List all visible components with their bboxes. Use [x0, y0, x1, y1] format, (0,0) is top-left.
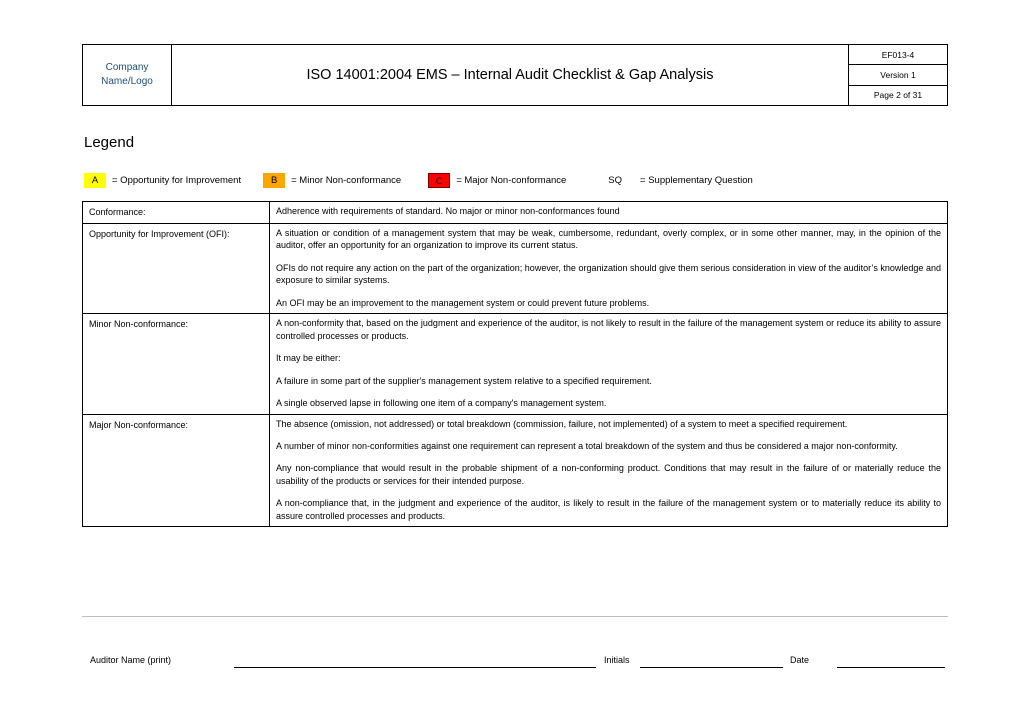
legend-heading: Legend: [84, 134, 135, 151]
definition-term: Conformance:: [83, 202, 270, 224]
definition-term: Major Non-conformance:: [83, 414, 270, 527]
definition-paragraph: Any non-compliance that would result in the probable shipment of a non-conforming product. Conditions that may result in the failure of or materially reduce the usability of the products or services for their intended purpose.: [276, 463, 941, 486]
definition-paragraph: A single observed lapse in following one item of a company's management system.: [276, 397, 607, 408]
page-number: Page 2 of 31: [873, 90, 923, 101]
legend-label-c: = Major Non-conformance: [456, 174, 567, 186]
definition-body: [270, 202, 948, 224]
definition-paragraph: A non-compliance that, in the judgment and experience of the auditor, is likely to result in the failure of the management system or to materially reduce its ability to assure controlled processes and products.: [276, 498, 941, 521]
doc-version: Version 1: [849, 65, 947, 85]
document-meta: [849, 45, 947, 105]
legend-row: [84, 172, 753, 188]
definition-body: [270, 223, 948, 314]
table-row: [83, 223, 948, 314]
definition-paragraph: The absence (omission, not addressed) or total breakdown (commission, failure, not implemented) of a system to meet a specified requirement.: [276, 418, 848, 429]
definition-paragraph: A non-conformity that, based on the judgment and experience of the auditor, is not likely to result in the failure of the management system or reduce its ability to assure controlled processes or products.: [276, 318, 941, 341]
table-row: [83, 202, 948, 224]
definition-paragraph: A number of minor non-conformities against one requirement can represent a total breakdown of the system and thus be considered a major non-conformity.: [276, 440, 898, 451]
date-label: Date: [790, 655, 810, 665]
definition-paragraph: An OFI may be an improvement to the management system or could prevent future problems.: [276, 297, 650, 308]
definition-body: [270, 414, 948, 527]
legend-swatch-a: A: [84, 173, 106, 188]
definition-paragraph: It may be either:: [276, 353, 341, 364]
definition-paragraph: A failure in some part of the supplier's management system relative to a specified requirement.: [276, 375, 652, 386]
legend-label-a: = Opportunity for Improvement: [112, 174, 242, 186]
footer-divider: [82, 616, 948, 617]
date-line[interactable]: [837, 653, 945, 668]
definition-paragraph: Adherence with requirements of standard. No major or minor non-conformances found: [276, 206, 620, 216]
document-header: [82, 44, 948, 106]
definition-term: Minor Non-conformance:: [83, 314, 270, 414]
definition-body: [270, 314, 948, 414]
initials-label: Initials: [604, 655, 630, 665]
legend-code-sq: SQ: [608, 174, 623, 186]
definition-paragraph: OFIs do not require any action on the part of the organization; however, the organization should give them serious consideration in view of the auditor’s knowledge and exposure to similar systems.: [276, 262, 941, 286]
logo-line-1: Company: [105, 62, 149, 73]
table-row: [83, 314, 948, 414]
legend-label-sq: = Supplementary Question: [640, 174, 753, 186]
definition-paragraph: A situation or condition of a management system that may be weak, cumbersome, redundant, overly complex, or in some other manner, may, in the opinion of the auditor, offer an opportunity for an organization to improve its current status.: [276, 227, 941, 251]
definition-term: Opportunity for Improvement (OFI):: [83, 223, 270, 314]
legend-swatch-b: B: [263, 173, 285, 188]
legend-swatch-c: C: [428, 173, 450, 188]
initials-line[interactable]: [640, 653, 783, 668]
signature-footer: [0, 653, 1024, 671]
auditor-name-label: Auditor Name (print): [90, 655, 172, 665]
company-logo-placeholder: [83, 45, 172, 105]
definitions-table: [82, 201, 948, 527]
legend-label-b: = Minor Non-conformance: [291, 174, 402, 186]
auditor-name-line[interactable]: [234, 653, 596, 668]
logo-line-2: Name/Logo: [101, 76, 153, 87]
table-row: [83, 414, 948, 527]
doc-code: EF013-4: [849, 45, 947, 65]
document-title: ISO 14001:2004 EMS – Internal Audit Checklist & Gap Analysis: [172, 45, 849, 105]
